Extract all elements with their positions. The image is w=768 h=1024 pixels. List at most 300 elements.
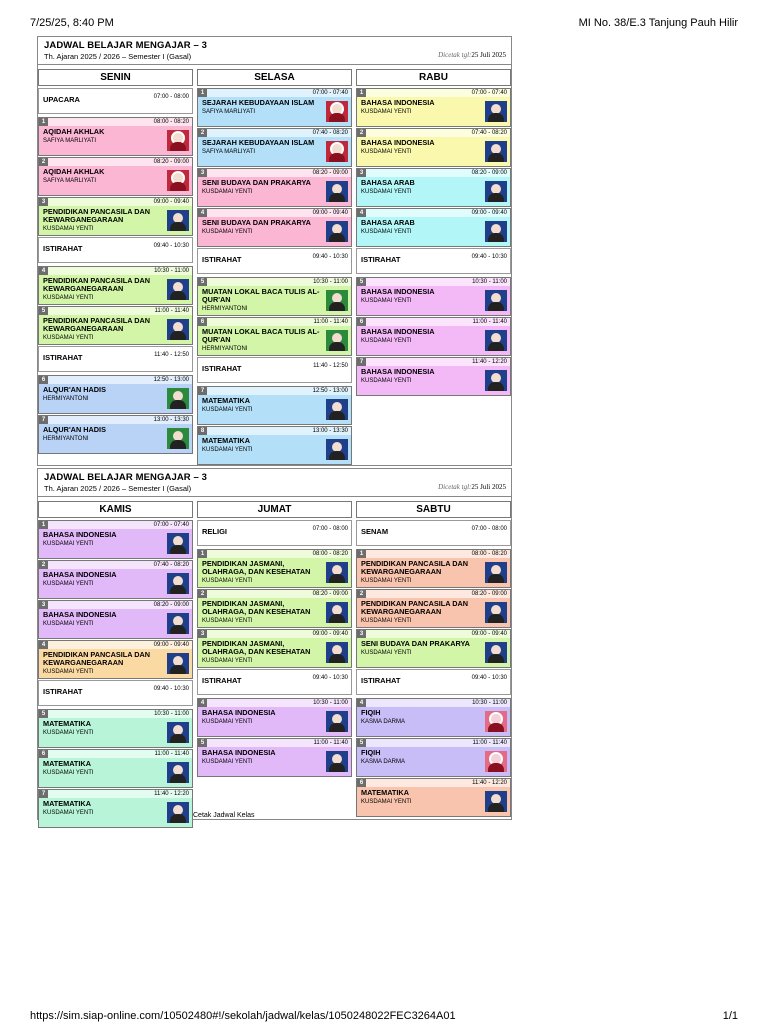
break-row [38,680,193,706]
time-range: 10:30 - 11:00 [313,279,348,285]
time-range: 11:40 - 12:20 [472,359,507,365]
lesson-slot[interactable] [197,589,352,628]
subject-name: MATEMATIKA [43,759,91,768]
slot-bar [357,550,510,558]
time-range: 08:20 - 09:00 [471,170,507,176]
subject-name: SEJARAH KEBUDAYAAN ISLAM [202,138,315,147]
period-number: 2 [39,561,48,569]
lesson-slot[interactable] [356,168,511,207]
subject-name: BAHASA INDONESIA [361,327,435,336]
teacher-name: KUSDAMAI YENTI [361,298,412,304]
time-range: 10:30 - 11:00 [313,700,348,706]
school-name: MI No. 38/E.3 Tanjung Pauh Hilir [578,17,738,29]
teacher-photo-icon [167,279,189,300]
period-number: 5 [39,710,48,718]
teacher-photo-icon [326,399,348,420]
period-number: 5 [198,739,207,747]
teacher-name: KUSDAMAI YENTI [43,226,94,232]
time-range: 09:40 - 10:30 [471,675,507,681]
teacher-name: KUSDAMAI YENTI [202,658,253,664]
period-number: 4 [39,267,48,275]
break-label: ISTIRAHAT [361,676,401,685]
lesson-slot[interactable] [356,629,511,668]
time-range: 11:40 - 12:50 [154,352,189,358]
lesson-slot[interactable] [38,415,193,454]
time-range: 10:30 - 11:00 [154,268,189,274]
slot-bar [39,198,192,206]
teacher-name: KUSDAMAI YENTI [361,189,412,195]
teacher-name: KUSDAMAI YENTI [361,338,412,344]
day-column-senin [38,69,193,442]
teacher-name: KUSDAMAI YENTI [43,810,94,816]
slot-bar [357,129,510,137]
lesson-slot[interactable] [356,778,511,817]
lesson-slot[interactable] [38,640,193,679]
printed-date: Dicetak tgl:25 Juli 2025 [438,483,506,491]
time-range: 09:00 - 09:40 [471,210,507,216]
period-number: 7 [198,387,207,395]
slot-bar [357,278,510,286]
page-url: https://sim.siap-online.com/10502480#!/sekolah/jadwal/kelas/1050248022FEC3264A01 [30,1010,456,1022]
teacher-name: KUSDAMAI YENTI [202,759,253,765]
slot-bar [198,169,351,177]
teacher-photo-icon [167,533,189,554]
teacher-name: KUSDAMAI YENTI [43,335,94,341]
teacher-photo-icon [485,101,507,122]
subject-name: PENDIDIKAN PANCASILA DAN KEWARGANEGARAAN [361,599,469,616]
time-range: 09:00 - 09:40 [471,631,507,637]
subject-name: BAHASA ARAB [361,218,415,227]
lesson-slot[interactable] [356,208,511,247]
teacher-photo-icon [485,711,507,732]
subject-name: MATEMATIKA [43,719,91,728]
lesson-slot[interactable] [356,128,511,167]
lesson-slot[interactable] [197,128,352,167]
slot-bar [39,118,192,126]
lesson-slot[interactable] [38,520,193,559]
period-number: 1 [198,550,207,558]
period-number: 4 [39,641,48,649]
break-row [197,669,352,695]
time-range: 12:50 - 13:00 [153,377,189,383]
period-number: 2 [357,129,366,137]
time-range: 09:40 - 10:30 [312,675,348,681]
day-header: KAMIS [38,501,193,518]
time-range: 09:00 - 09:40 [153,199,189,205]
teacher-name: KUSDAMAI YENTI [43,730,94,736]
teacher-photo-icon [326,439,348,460]
teacher-name: KUSDAMAI YENTI [202,447,253,453]
period-number: 3 [198,169,207,177]
teacher-name: SAFIYA MARLIYATI [43,138,97,144]
teacher-photo-icon [326,141,348,162]
lesson-slot[interactable] [38,117,193,156]
teacher-name: KUSDAMAI YENTI [43,621,94,627]
subject-name: BAHASA INDONESIA [43,570,117,579]
slot-bar [357,699,510,707]
lesson-slot[interactable] [38,375,193,414]
day-header: RABU [356,69,511,86]
period-number: 1 [357,550,366,558]
break-label: ISTIRAHAT [43,687,83,696]
subject-name: PENDIDIKAN PANCASILA DAN KEWARGANEGARAAN [43,650,151,667]
teacher-photo-icon [485,751,507,772]
time-range: 08:00 - 08:20 [153,119,189,125]
lesson-slot[interactable] [38,266,193,305]
subject-name: BAHASA INDONESIA [202,748,276,757]
break-label: ISTIRAHAT [361,255,401,264]
slot-bar [357,209,510,217]
day-header: SABTU [356,501,511,518]
period-number: 5 [39,307,48,315]
lesson-slot[interactable] [197,698,352,737]
teacher-photo-icon [326,330,348,351]
subject-name: BAHASA INDONESIA [361,138,435,147]
teacher-photo-icon [485,181,507,202]
day-column-kamis [38,501,193,816]
break-label: SENAM [361,527,389,536]
teacher-photo-icon [167,130,189,151]
slot-bar [357,779,510,787]
slot-bar [39,158,192,166]
slot-bar [198,278,351,286]
time-range: 09:00 - 09:40 [312,210,348,216]
teacher-name: KUSDAMAI YENTI [202,719,253,725]
slot-bar [39,601,192,609]
lesson-slot[interactable] [38,157,193,196]
slot-bar [198,89,351,97]
period-number: 6 [39,750,48,758]
lesson-slot[interactable] [38,197,193,236]
subject-name: SENI BUDAYA DAN PRAKARYA [202,178,311,187]
day-column-sabtu [356,501,511,805]
teacher-photo-icon [326,711,348,732]
lesson-slot[interactable] [197,88,352,127]
break-label: ISTIRAHAT [202,364,242,373]
subject-name: AQIDAH AKHLAK [43,127,105,136]
teacher-photo-icon [326,101,348,122]
subject-name: PENDIDIKAN PANCASILA DAN KEWARGANEGARAAN [361,559,469,576]
time-range: 08:20 - 09:00 [153,159,189,165]
teacher-photo-icon [167,319,189,340]
lesson-slot[interactable] [38,306,193,345]
teacher-photo-icon [485,562,507,583]
lesson-slot[interactable] [356,549,511,588]
time-range: 11:00 - 11:40 [472,740,507,746]
lesson-slot[interactable] [38,749,193,788]
time-range: 10:30 - 11:00 [472,700,507,706]
subject-name: BAHASA INDONESIA [361,287,435,296]
break-row [38,237,193,263]
teacher-photo-icon [485,642,507,663]
day-column-selasa [197,69,352,453]
teacher-name: KUSDAMAI YENTI [43,295,94,301]
subject-name: PENDIDIKAN JASMANI, OLAHRAGA, DAN KESEHATAN [202,559,311,576]
subject-name: BAHASA INDONESIA [43,610,117,619]
teacher-name: KUSDAMAI YENTI [43,581,94,587]
time-range: 08:20 - 09:00 [312,170,348,176]
teacher-photo-icon [167,210,189,231]
subject-name: MATEMATIKA [202,436,250,445]
lesson-slot[interactable] [356,277,511,316]
time-range: 11:00 - 11:40 [154,751,189,757]
slot-bar [198,699,351,707]
slot-bar [39,307,192,315]
slot-bar [198,387,351,395]
lesson-slot[interactable] [197,629,352,668]
slot-bar [39,710,192,718]
time-range: 11:40 - 12:50 [313,363,348,369]
teacher-photo-icon [167,388,189,409]
print-datetime: 7/25/25, 8:40 PM [30,17,114,29]
subject-name: MUATAN LOKAL BACA TULIS AL-QUR'AN [202,327,320,344]
teacher-photo-icon [167,428,189,449]
slot-bar [198,590,351,598]
teacher-photo-icon [485,290,507,311]
teacher-name: HERMIYANTONI [202,306,248,312]
slot-bar [39,521,192,529]
teacher-name: KUSDAMAI YENTI [202,189,253,195]
subject-name: FIQIH [361,708,381,717]
period-number: 5 [198,278,207,286]
teacher-name: KUSDAMAI YENTI [202,618,253,624]
slot-bar [198,550,351,558]
subject-name: MATEMATIKA [43,799,91,808]
slot-bar [357,358,510,366]
lesson-slot[interactable] [197,168,352,207]
subject-name: BAHASA INDONESIA [361,367,435,376]
lesson-slot[interactable] [38,560,193,599]
period-number: 2 [198,590,207,598]
teacher-name: KUSDAMAI YENTI [43,541,94,547]
lesson-slot[interactable] [356,88,511,127]
period-number: 4 [357,209,366,217]
slot-bar [198,630,351,638]
teacher-name: HERMIYANTONI [202,346,248,352]
printed-date: Dicetak tgl:25 Juli 2025 [438,51,506,59]
lesson-slot[interactable] [356,357,511,396]
break-label: RELIGI [202,527,228,536]
day-header: SELASA [197,69,352,86]
teacher-name: KUSDAMAI YENTI [43,669,94,675]
teacher-photo-icon [326,642,348,663]
break-row [356,248,511,274]
period-number: 3 [357,630,366,638]
slot-bar [357,739,510,747]
period-number: 5 [357,739,366,747]
subject-name: BAHASA INDONESIA [43,530,117,539]
day-column-rabu [356,69,511,384]
time-range: 11:40 - 12:20 [472,780,507,786]
slot-bar [198,318,351,326]
teacher-name: KUSDAMAI YENTI [202,407,253,413]
period-number: 2 [357,590,366,598]
lesson-slot[interactable] [197,317,352,356]
teacher-photo-icon [167,762,189,783]
teacher-photo-icon [167,613,189,634]
day-header: JUMAT [197,501,352,518]
schedule-title: JADWAL BELAJAR MENGAJAR – 3 [44,472,207,483]
subject-name: AQIDAH AKHLAK [43,167,105,176]
slot-bar [39,790,192,798]
time-range: 07:00 - 08:00 [153,94,189,100]
lesson-slot[interactable] [197,426,352,465]
subject-name: FIQIH [361,748,381,757]
period-number: 6 [357,779,366,787]
teacher-photo-icon [485,221,507,242]
teacher-photo-icon [326,602,348,623]
page-number: 1/1 [722,1010,738,1022]
print-footer [30,1010,738,1024]
slot-bar [357,89,510,97]
lesson-slot[interactable] [356,738,511,777]
lesson-slot[interactable] [197,738,352,777]
day-header: SENIN [38,69,193,86]
time-range: 13:00 - 13:30 [153,417,189,423]
subject-name: SENI BUDAYA DAN PRAKARYA [361,639,470,648]
time-range: 09:40 - 10:30 [312,254,348,260]
slot-bar [39,641,192,649]
subject-name: BAHASA INDONESIA [361,98,435,107]
teacher-name: KUSDAMAI YENTI [361,149,412,155]
teacher-photo-icon [326,290,348,311]
time-range: 11:00 - 11:40 [313,319,348,325]
slot-bar [39,376,192,384]
slot-bar [39,416,192,424]
slot-bar [39,750,192,758]
schedule-panel-1 [37,36,512,466]
period-number: 6 [39,376,48,384]
slot-bar [357,590,510,598]
lesson-slot[interactable] [356,698,511,737]
subject-name: MUATAN LOKAL BACA TULIS AL-QUR'AN [202,287,320,304]
period-number: 1 [39,521,48,529]
slot-bar [198,739,351,747]
period-number: 1 [357,89,366,97]
time-range: 07:00 - 07:40 [312,90,348,96]
teacher-photo-icon [167,653,189,674]
period-number: 7 [39,416,48,424]
teacher-photo-icon [167,802,189,823]
lesson-slot[interactable] [197,549,352,588]
break-label: ISTIRAHAT [43,353,83,362]
time-range: 08:00 - 08:20 [471,551,507,557]
period-number: 4 [357,699,366,707]
slot-bar [198,129,351,137]
teacher-name: SAFIYA MARLIYATI [202,149,256,155]
break-label: UPACARA [43,95,80,104]
slot-bar [357,318,510,326]
subject-name: BAHASA INDONESIA [202,708,276,717]
schedule-subtitle: Th. Ajaran 2025 / 2026 – Semester I (Gasal) [44,484,192,493]
time-range: 11:00 - 11:40 [313,740,348,746]
teacher-photo-icon [326,562,348,583]
teacher-name: KUSDAMAI YENTI [202,229,253,235]
lesson-slot[interactable] [197,277,352,316]
time-range: 08:20 - 09:00 [153,602,189,608]
period-number: 3 [39,198,48,206]
teacher-name: KUSDAMAI YENTI [361,799,412,805]
lesson-slot[interactable] [197,208,352,247]
break-label: ISTIRAHAT [202,676,242,685]
lesson-slot[interactable] [197,386,352,425]
teacher-name: HERMIYANTONI [43,436,89,442]
subject-name: ALQUR'AN HADIS [43,425,106,434]
lesson-slot[interactable] [38,789,193,828]
slot-bar [357,169,510,177]
subject-name: BAHASA ARAB [361,178,415,187]
time-range: 11:00 - 11:40 [154,308,189,314]
subject-name: PENDIDIKAN PANCASILA DAN KEWARGANEGARAAN [43,316,151,333]
time-range: 09:40 - 10:30 [153,243,189,249]
subject-name: MATEMATIKA [202,396,250,405]
schedule-title: JADWAL BELAJAR MENGAJAR – 3 [44,40,207,51]
period-number: 2 [39,158,48,166]
day-column-jumat [197,501,352,765]
period-number: 1 [39,118,48,126]
period-number: 4 [198,699,207,707]
print-schedule-link[interactable]: Cetak Jadwal Kelas [193,812,255,819]
period-number: 6 [357,318,366,326]
period-number: 6 [198,318,207,326]
schedule-subtitle: Th. Ajaran 2025 / 2026 – Semester I (Gasal) [44,52,192,61]
period-number: 3 [198,630,207,638]
time-range: 12:50 - 13:00 [312,388,348,394]
teacher-photo-icon [326,221,348,242]
time-range: 10:30 - 11:00 [472,279,507,285]
time-range: 07:40 - 08:20 [153,562,189,568]
schedule-header [38,37,511,65]
period-number: 2 [198,129,207,137]
time-range: 07:00 - 08:00 [471,526,507,532]
period-number: 8 [198,427,207,435]
teacher-name: KASMA DARMA [361,719,406,725]
subject-name: PENDIDIKAN PANCASILA DAN KEWARGANEGARAAN [43,207,151,224]
period-number: 7 [39,790,48,798]
lesson-slot[interactable] [38,600,193,639]
teacher-name: KUSDAMAI YENTI [43,770,94,776]
break-label: ISTIRAHAT [43,244,83,253]
slot-bar [198,427,351,435]
break-row [356,669,511,695]
teacher-photo-icon [485,370,507,391]
subject-name: SEJARAH KEBUDAYAAN ISLAM [202,98,315,107]
teacher-photo-icon [326,751,348,772]
time-range: 11:40 - 12:20 [154,791,189,797]
time-range: 08:20 - 09:00 [471,591,507,597]
period-number: 4 [198,209,207,217]
time-range: 09:00 - 09:40 [312,631,348,637]
break-label: ISTIRAHAT [202,255,242,264]
slot-bar [198,209,351,217]
time-range: 09:40 - 10:30 [471,254,507,260]
teacher-name: HERMIYANTONI [43,396,89,402]
time-range: 07:00 - 08:00 [312,526,348,532]
teacher-photo-icon [167,170,189,191]
teacher-name: KUSDAMAI YENTI [361,109,412,115]
lesson-slot[interactable] [356,317,511,356]
subject-name: MATEMATIKA [361,788,409,797]
lesson-slot[interactable] [356,589,511,628]
slot-bar [39,267,192,275]
period-number: 7 [357,358,366,366]
lesson-slot[interactable] [38,709,193,748]
teacher-name: KUSDAMAI YENTI [361,578,412,584]
break-row [356,520,511,546]
time-range: 09:00 - 09:40 [153,642,189,648]
subject-name: SENI BUDAYA DAN PRAKARYA [202,218,311,227]
break-row [197,520,352,546]
